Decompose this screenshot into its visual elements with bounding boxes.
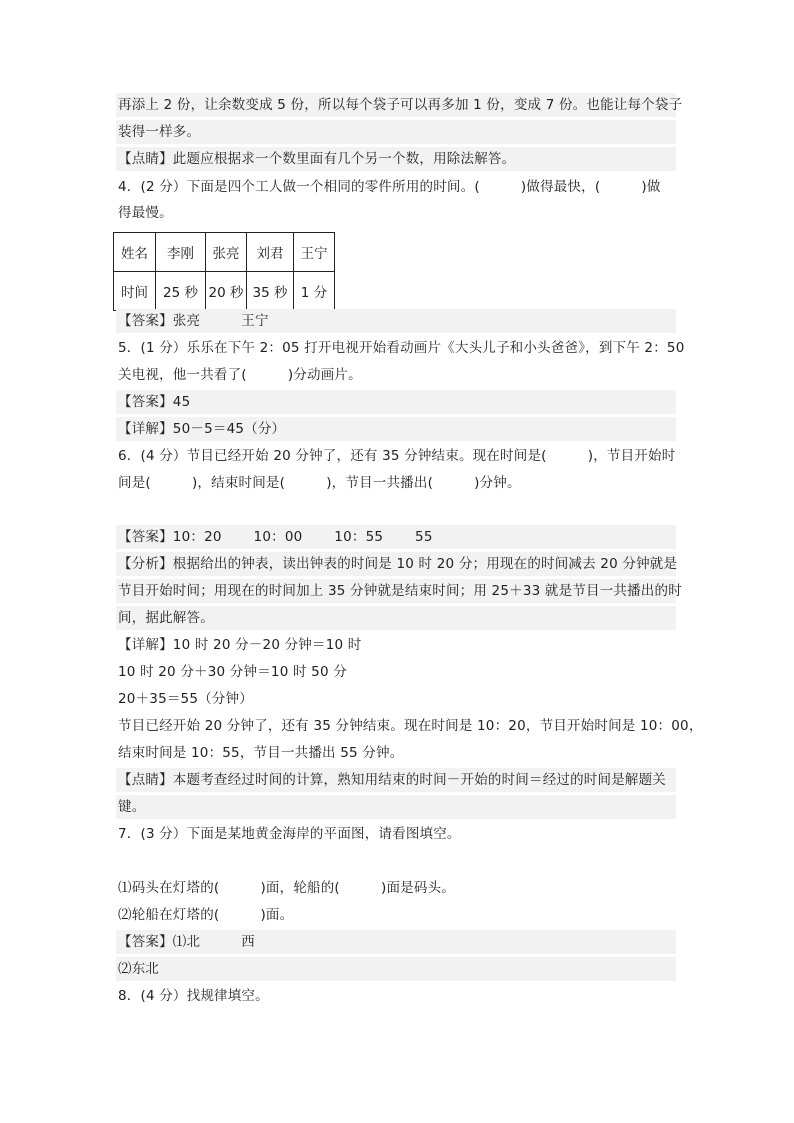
question-4: 4．(2 分）下面是四个工人做一个相同的零件所用的时间。( )做得最快，( )做 (118, 179, 661, 195)
explain-line: 10 时 20 分＋30 分钟＝10 时 50 分 (118, 664, 347, 680)
comment-line: 键。 (116, 795, 676, 819)
answer-line: 【答案】张亮 王宁 (116, 309, 676, 333)
question-8: 8．(4 分）找规律填空。 (118, 988, 269, 1004)
table-cell: 王宁 (294, 233, 335, 272)
comment-line: 【点睛】此题应根据求一个数里面有几个另一个数，用除法解答。 (116, 147, 676, 171)
answer-line: 【答案】10：20 10：00 10：55 55 (116, 525, 676, 549)
question-5: 5．(1 分）乐乐在下午 2：05 打开电视开始看动画片《大头儿子和小头爸爸》，到下午 2：50 (118, 340, 685, 356)
table-cell: 姓名 (114, 233, 156, 272)
text-line: 装得一样多。 (116, 120, 676, 144)
answer-line: ⑵东北 (116, 957, 676, 981)
table-cell: 1 分 (294, 272, 335, 311)
question-6-cont: 间是( )，结束时间是( )，节目一共播出( )分钟。 (118, 475, 521, 491)
table-cell: 时间 (114, 272, 156, 311)
analysis-line: 【分析】根据给出的钟表，读出钟表的时间是 10 时 20 分；用现在的时间减去 20 分钟就是 (116, 552, 676, 576)
question-7: 7．(3 分）下面是某地黄金海岸的平面图，请看图填空。 (118, 826, 461, 842)
analysis-line: 节目开始时间；用现在的时间加上 35 分钟就是结束时间；用 25＋33 就是节目一共播出的时 (116, 579, 676, 603)
table-cell: 李刚 (156, 233, 206, 272)
answer-line: 【答案】⑴北 西 (116, 930, 676, 954)
question-7-part-1: ⑴码头在灯塔的( )面，轮船的( )面是码头。 (118, 880, 455, 896)
table-cell: 25 秒 (156, 272, 206, 311)
table-cell: 刘君 (247, 233, 294, 272)
analysis-line: 间，据此解答。 (116, 606, 676, 630)
table-cell: 20 秒 (206, 272, 247, 311)
worker-time-table (113, 232, 335, 311)
answer-line: 【答案】45 (116, 390, 676, 414)
text-line: 再添上 2 份，让余数变成 5 份，所以每个袋子可以再多加 1 份，变成 7 份。也能让每个袋子 (116, 93, 676, 117)
comment-line: 【点睛】本题考查经过时间的计算，熟知用结束的时间－开始的时间＝经过的时间是解题关 (116, 768, 676, 792)
table-row (114, 233, 335, 272)
question-7-part-2: ⑵轮船在灯塔的( )面。 (118, 907, 294, 923)
question-4-cont: 得最慢。 (118, 205, 173, 221)
explain-line: 【详解】50－5＝45（分） (116, 417, 676, 441)
table-row (114, 272, 335, 311)
explain-line: 【详解】10 时 20 分－20 分钟＝10 时 (118, 637, 362, 653)
table-cell: 35 秒 (247, 272, 294, 311)
explain-line: 结束时间是 10：55，节目一共播出 55 分钟。 (118, 745, 404, 761)
question-6: 6．(4 分）节目已经开始 20 分钟了，还有 35 分钟结束。现在时间是( )，节目开始时 (118, 448, 676, 464)
table-cell: 张亮 (206, 233, 247, 272)
explain-line: 20＋35＝55（分钟） (118, 691, 253, 707)
explain-line: 节目已经开始 20 分钟了，还有 35 分钟结束。现在时间是 10：20，节目开始时间是 10：00， (118, 718, 703, 734)
question-5-cont: 关电视，他一共看了( )分动画片。 (118, 367, 362, 383)
